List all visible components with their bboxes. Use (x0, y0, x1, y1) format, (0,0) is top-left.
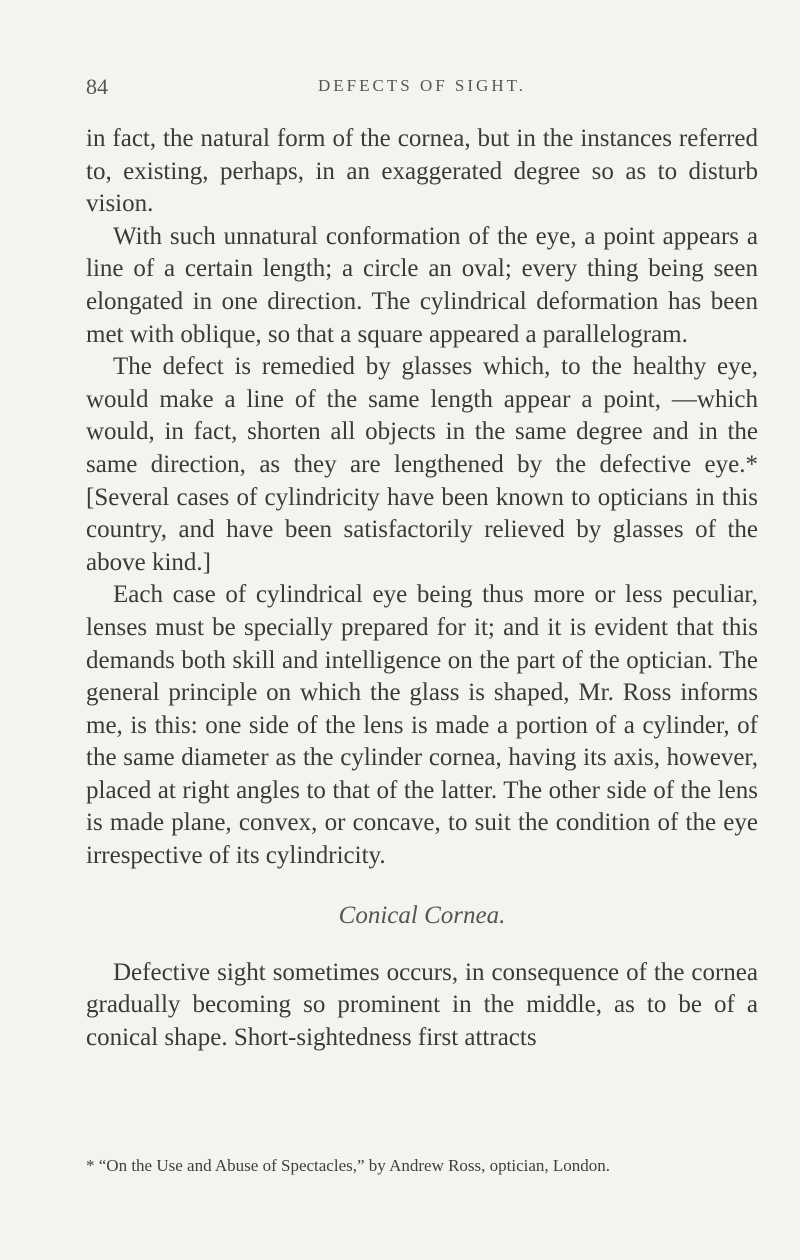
section-heading-conical-cornea: Conical Cornea. (338, 901, 506, 929)
footnote: * “On the Use and Abuse of Spectacles,” by Andrew Ross, optician, London. (86, 1156, 611, 1175)
paragraph-conical-cornea: Defective sight sometimes occurs, in consequence of the cornea gradually becoming so prominent in the middle, as to be of a conical shape. Short-sightedness first attracts (86, 958, 758, 1051)
running-head (86, 74, 758, 102)
paragraph-unnatural-conformation: With such unnatural conformation of the eye, a point appears a line of a certain length; a circle an oval; every thing being seen elongated in one direction. The cylindrical deformation has been met with oblique, so that a square appeared a parallelogram. (86, 222, 758, 348)
page-number: 84 (86, 74, 108, 99)
body-text (86, 123, 758, 1054)
paragraph-continuation: in fact, the natural form of the cornea, but in the instances referred to, existing, perhaps, in an exaggerated degree so as to disturb vision. (86, 125, 758, 218)
running-title: DEFECTS OF SIGHT. (318, 76, 526, 95)
paragraph-defect-remedied: The defect is remedied by glasses which, to the healthy eye, would make a line of the same length appear a point, —which would, in fact, shorten all objects in the same degree and in the same direction, as they are lengthened by the defective eye.* [Several cases of cylindricity have been known to opticians in this country, and have been satisfactorily relieved by glasses of the above kind.] (86, 353, 758, 576)
paragraph-lens-preparation: Each case of cylindrical eye being thus more or less peculiar, lenses must be specially prepared for it; and it is evident that this demands both skill and intelligence on the part of the optician. The general principle on which the glass is shaped, Mr. Ross informs me, is this: one side of the lens is made a portion of a cylinder, of the same diameter as the cylinder cornea, having its axis, however, placed at right angles to that of the latter. The other side of the lens is made plane, convex, or concave, to suit the condition of the eye irrespective of its cylindricity. (86, 581, 758, 870)
